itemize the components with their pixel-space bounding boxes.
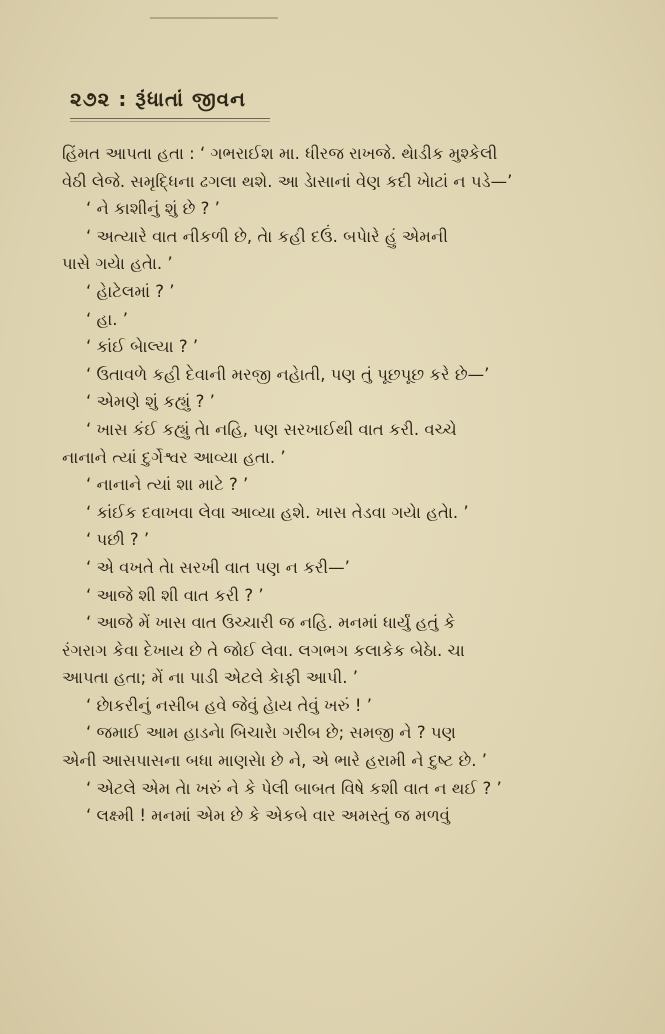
text-line: ‘ કાંઈક દવાખવા લેવા આવ્યા હશે. ખાસ તેડવા ગયેા હતેા. ’ (86, 502, 469, 522)
text-line: ‘ ખાસ કંઈ કહ્યું તેા નહિ, પણ સરખાઈથી વાત કરી. વચ્ચે (86, 419, 457, 439)
text-line: એની આસપાસના બધા માણસેા છે ને, એ ભારે હરામી ને દુષ્ટ છે. ’ (62, 751, 487, 771)
head-underline-shadow (70, 121, 270, 122)
text-line: આપતા હતા; મેં ના પાડી એટલે કેાફી આપી. ’ (62, 668, 359, 688)
text-line: ‘ હા. ’ (86, 309, 128, 329)
text-line: ‘ એટલે એમ તેા ખરું ને કે પેલી બાબત વિષે કશી વાત ન થઈ ? ’ (86, 778, 502, 798)
text-line: ‘ ને કાશીનું શું છે ? ’ (86, 199, 220, 219)
text-line: ‘ નાનાને ત્યાં શા માટે ? ’ (86, 475, 249, 495)
text-line: ‘ છેાકરીનું નસીબ હવે જેવું હેાય તેવું ખરું ! ’ (86, 695, 372, 715)
running-head: ૨૭૨ : રૂંધાતાં જીવન (70, 87, 247, 111)
text-line: ‘ પછી ? ’ (86, 530, 150, 550)
text-line: ‘ એ વખતે તેા સરખી વાત પણ ન કરી—’ (86, 557, 350, 577)
text-line: ‘ લક્ષ્મી ! મનમાં એમ છે કે એકબે વાર અમસ્તું જ મળવું (86, 806, 450, 826)
text-line: ‘ આજે મેં ખાસ વાત ઉચ્ચારી જ નહિ. મનમાં ધાર્યું હતું કે (86, 613, 456, 633)
text-line: રંગરાગ કેવા દેખાય છે તે જોઈ લેવા. લગભગ કલાકેક બેઠેા. ચા (62, 640, 465, 660)
text-line: ‘ અત્યારે વાત નીકળી છે, તેા કહી દઉં. બપેારે હું એમની (86, 226, 448, 246)
text-line: ‘ હેાટેલમાં ? ’ (86, 281, 175, 301)
text-line: ‘ કાંઈ બેાલ્યા ? ’ (86, 337, 199, 357)
text-line: હિંમત આપતા હતા : ‘ ગભરાઈશ મા. ધીરજ રાખજે. થેાડીક મુશ્કેલી (62, 144, 498, 163)
body-text (62, 140, 622, 830)
head-underline (70, 118, 270, 119)
text-line: ‘ આજે શી શી વાત કરી ? ’ (86, 585, 264, 605)
text-line: ‘ જમાઈ આમ હાડનેા બિચારેા ગરીબ છે; સમજી ને ? પણ (86, 723, 456, 743)
top-rule (150, 17, 278, 19)
text-line: વેઠી લેજે. સમૃદ્ધિના ઢગલા થશે. આ ડેાસાનાં વેણ કદી ખેાટાં ન પડે—’ (62, 171, 513, 191)
text-line: ‘ ઉતાવળે કહી દેવાની મરજી નહેાતી, પણ તું પૂછપૂછ કરે છે—’ (86, 364, 490, 384)
text-line: પાસે ગયેા હતેા. ’ (62, 254, 173, 274)
text-line: નાનાને ત્યાં દુર્ગેશ્વર આવ્યા હતા. ’ (62, 447, 286, 467)
text-line: ‘ એમણે શું કહ્યું ? ’ (86, 392, 215, 412)
